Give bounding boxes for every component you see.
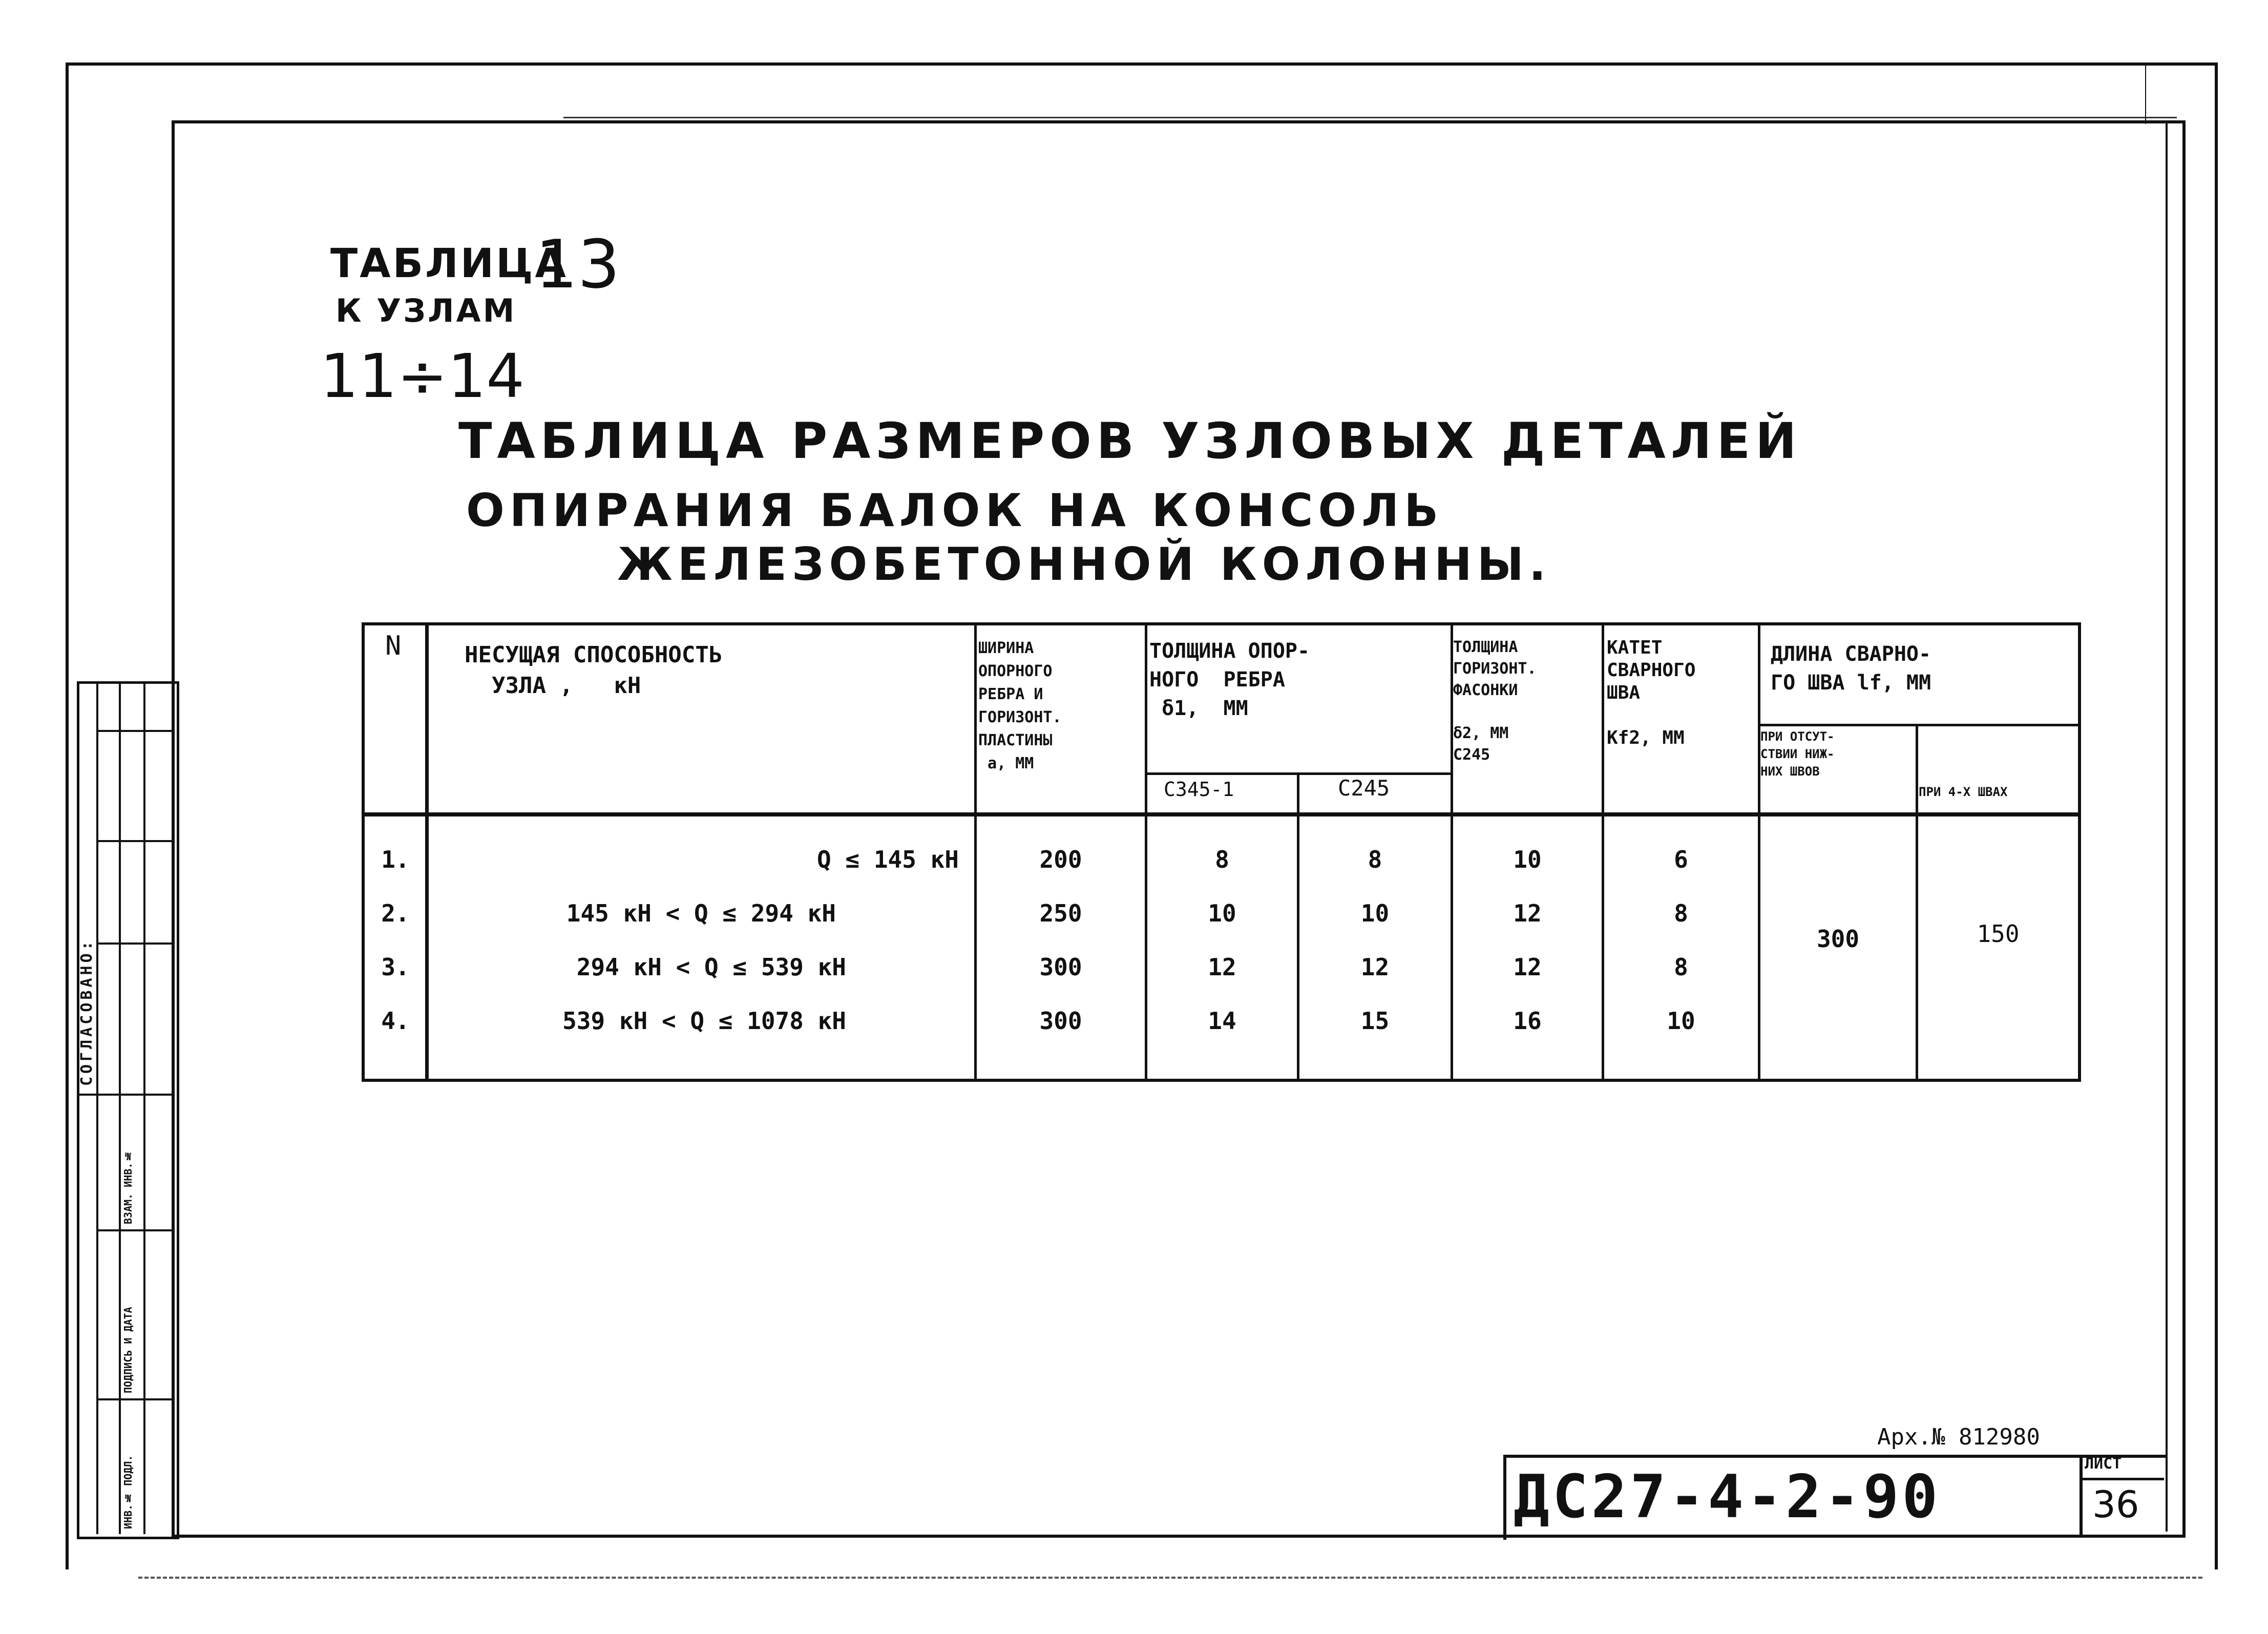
stamp-divider [2080, 1478, 2164, 1480]
row-2-c245: 10 [1360, 899, 1390, 927]
archive-number: Арх.№ 812980 [1877, 1424, 2040, 1450]
original-inv-label: ИНВ.№ ПОДЛ. [122, 1455, 134, 1529]
row-1-gusset: 10 [1513, 846, 1542, 873]
table-number: 13 [535, 225, 620, 303]
row-3-width: 300 [1039, 953, 1082, 981]
merged-weld-with: 150 [1977, 920, 2020, 948]
corner-mark [2145, 62, 2146, 124]
row-4-width: 300 [1039, 1007, 1082, 1035]
sheet-number: 36 [2092, 1483, 2139, 1526]
header-bottom-line [365, 812, 2078, 816]
sheet-label: ЛИСТ [2085, 1455, 2122, 1473]
row-1-capacity: Q ≤ 145 кН [817, 846, 959, 873]
header-weld-length: ДЛИНА СВАРНО- ГО ШВА lf, ММ [1771, 642, 1931, 695]
strip-divider [143, 681, 145, 1534]
row-3-n: 3. [381, 953, 410, 981]
stamp-divider [2080, 1455, 2083, 1537]
strip-row-line [96, 1398, 174, 1400]
row-2-weld: 8 [1674, 899, 1688, 927]
strip-row-line [77, 1094, 174, 1096]
row-2-width: 250 [1039, 899, 1082, 927]
row-1-width: 200 [1039, 846, 1082, 873]
header-rib-thickness: ТОЛЩИНА ОПОР- НОГО РЕБРА δ1, ММ [1149, 639, 1310, 720]
row-4-gusset: 16 [1513, 1007, 1542, 1035]
row-1-n: 1. [381, 846, 410, 873]
row-3-gusset: 12 [1513, 953, 1542, 981]
header-gusset: ТОЛЩИНА ГОРИЗОНТ. ФАСОНКИ δ2, ММ С245 [1453, 638, 1537, 764]
row-2-gusset: 12 [1513, 899, 1542, 927]
row-2-n: 2. [381, 899, 410, 927]
col-line [1758, 625, 1760, 1079]
row-4-c245: 15 [1360, 1007, 1390, 1035]
row-2-capacity: 145 кН < Q ≤ 294 кН [566, 899, 836, 927]
col-line [1916, 724, 1918, 1079]
header-weld-no-lower: ПРИ ОТСУТ- СТВИИ НИЖ- НИХ ШВОВ [1760, 729, 1835, 779]
nodes-range: 11÷14 [320, 341, 525, 411]
row-2-c345: 10 [1208, 899, 1236, 927]
dimensions-table [362, 622, 2081, 1082]
signature-date-label: ПОДПИСЬ И ДАТА [122, 1307, 134, 1393]
merged-weld-no-lower: 300 [1816, 925, 1860, 953]
strip-row-line [96, 1229, 174, 1231]
row-1-weld: 6 [1674, 846, 1688, 873]
strip-divider [119, 681, 121, 1534]
row-4-c345: 14 [1208, 1007, 1236, 1035]
row-line [1145, 772, 1451, 775]
row-1-c345: 8 [1215, 846, 1229, 873]
title-line-1: ТАБЛИЦА РАЗМЕРОВ УЗЛОВЫХ ДЕТАЛЕЙ [458, 412, 1802, 470]
title-line-2: ОПИРАНИЯ БАЛОК НА КОНСОЛЬ [466, 484, 1444, 537]
row-3-weld: 8 [1674, 953, 1688, 981]
table-label: ТАБЛИЦА [330, 241, 568, 287]
header-width: ШИРИНА ОПОРНОГО РЕБРА И ГОРИЗОНТ. ПЛАСТИНЫ a, ММ [978, 639, 1062, 772]
header-weld-with: ПРИ 4-Х ШВАХ [1919, 785, 2008, 799]
strip-row-line [96, 942, 174, 945]
header-steel-c345: С345-1 [1164, 778, 1234, 801]
row-3-capacity: 294 кН < Q ≤ 539 кН [576, 953, 846, 981]
row-4-n: 4. [381, 1007, 410, 1035]
row-4-capacity: 539 кН < Q ≤ 1078 кН [562, 1007, 846, 1035]
document-code: ДС27-4-2-90 [1514, 1462, 1941, 1532]
top-rule [563, 117, 2177, 118]
header-capacity: НЕСУЩАЯ СПОСОБНОСТЬ УЗЛА , кН [465, 642, 723, 699]
strip-row-line [96, 730, 174, 732]
col-line [425, 625, 429, 1079]
strip-divider [96, 681, 98, 1534]
header-weld-leg: КАТЕТ СВАРНОГО ШВА Кf2, ММ [1607, 637, 1696, 748]
row-line [1758, 724, 2078, 726]
row-3-c245: 12 [1360, 953, 1390, 981]
header-steel-c245: С245 [1338, 776, 1390, 801]
strip-row-line [96, 840, 174, 842]
agreed-label: СОГЛАСОВАНО: [78, 938, 96, 1086]
row-1-c245: 8 [1368, 846, 1382, 873]
row-3-c345: 12 [1208, 953, 1236, 981]
header-n: N [385, 631, 402, 661]
row-4-weld: 10 [1667, 1007, 1695, 1035]
title-line-3: ЖЕЛЕЗОБЕТОННОЙ КОЛОННЫ. [617, 538, 1551, 591]
nodes-label: К УЗЛАМ [335, 292, 517, 329]
right-border-line [2166, 120, 2168, 1532]
replaced-inv-label: ВЗАМ. ИНВ.№ [122, 1150, 134, 1224]
bottom-cut-line [138, 1577, 2202, 1579]
